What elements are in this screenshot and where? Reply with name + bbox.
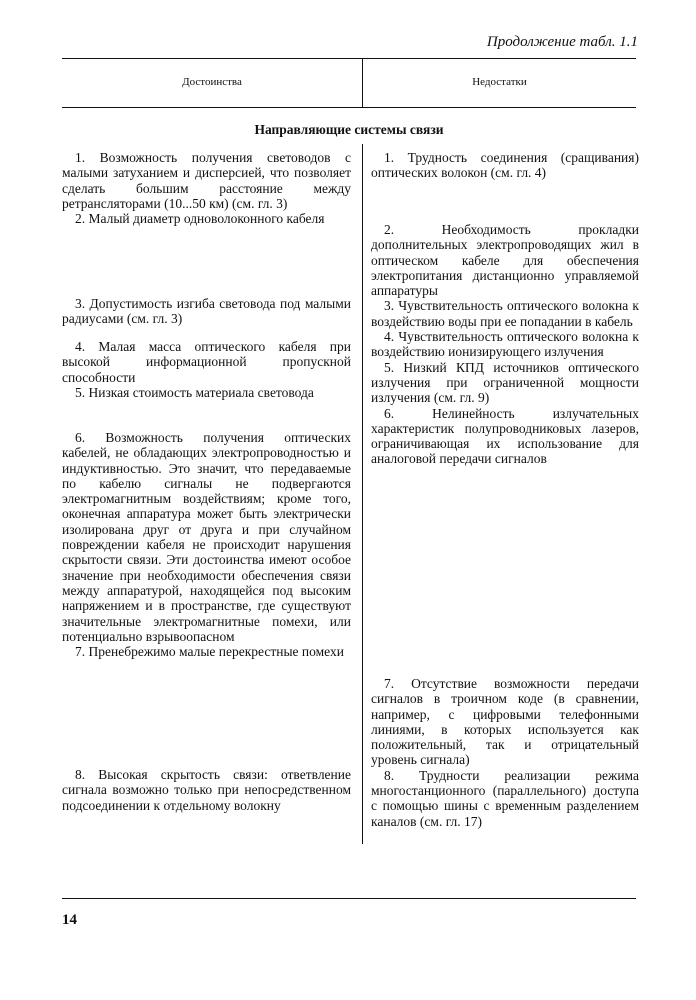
advantage-item: 3. Допустимость изгиба световода под малыми радиусами (см. гл. 3) <box>62 296 351 327</box>
advantage-item: 2. Малый диаметр одноволоконного кабеля <box>75 211 325 227</box>
disadvantage-item: 3. Чувствительность оптического волокна к воздействию воды при ее попадании в кабель <box>371 298 639 329</box>
advantage-cell <box>62 430 351 659</box>
advantage-item: 8. Высокая скрытость связи: ответвление сигнала возможно только при непосредственном подсоединении к отдельному волокну <box>62 767 351 813</box>
advantage-cell <box>62 767 351 813</box>
page-number: 14 <box>62 912 77 928</box>
advantage-item: 7. Пренебрежимо малые перекрестные помехи <box>75 644 344 660</box>
advantage-cell <box>62 150 351 226</box>
section-title: Направляющие системы связи <box>254 122 444 137</box>
advantage-item: 5. Низкая стоимость материала световода <box>75 384 314 400</box>
header-bottom-rule <box>62 107 636 108</box>
disadvantage-item: 8. Трудности реализации режима многостанционного (параллельного) доступа с помощью шины с временным разделением каналов (см. гл. 17) <box>371 767 639 829</box>
disadvantage-cell <box>371 222 639 467</box>
disadvantage-item: 6. Нелинейность излучательных характеристик полупроводниковых лазеров, ограничивающая их использование для аналоговой передачи сигналов <box>371 405 639 467</box>
advantage-item: 6. Возможность получения оптических кабелей, не обладающих электропроводностью и индуктивностью. Это значит, что передаваемые по кабелю сигналы не подвергаются электромагнитным воздействиям; кроме того, оконечная аппаратура может быть электрически изолирована друг от друга и при случайном повреждении кабеля не происходит нарушения скрытости связи. Эти достоинства имеют особое значение при необходимости обеспечения связи между аппаратурой, находящейся под высоким напряжением и в пространстве, где существуют значительные электромагнитные помехи, или потенциально взрывоопасном <box>62 430 351 644</box>
disadvantage-cell <box>371 676 639 829</box>
disadvantage-item: 4. Чувствительность оптического волокна к воздействию ионизирующего излучения <box>371 329 639 360</box>
body-column-divider <box>362 144 363 844</box>
table-continuation-caption: Продолжение табл. 1.1 <box>486 34 638 50</box>
header-advantages: Достоинства <box>182 76 242 88</box>
disadvantage-item: 2. Необходимость прокладки дополнительных электропроводящих жил в оптическом кабеле для обеспечения электропитания дистанционно управляемой аппаратуры <box>371 222 639 299</box>
advantage-cell <box>62 339 351 400</box>
disadvantage-cell <box>371 150 639 181</box>
advantage-item: 4. Малая масса оптического кабеля при высокой информационной пропускной способности <box>62 339 351 385</box>
disadvantage-item: 7. Отсутствие возможности передачи сигналов в троичном коде (в сравнении, например, с цифровыми телефонными линиями, в которых используется как положительный, так и отрицательный уровень сигнала) <box>371 676 639 768</box>
advantage-item: 1. Возможность получения световодов с малыми затуханием и дисперсией, что позволяет сделать большим расстояние между ретрансляторами (10...50 км) (см. гл. 3) <box>62 150 351 211</box>
page-bottom-rule <box>62 898 636 899</box>
table-top-rule <box>62 58 636 59</box>
header-disadvantages: Недостатки <box>472 76 527 88</box>
advantage-cell <box>62 296 351 327</box>
disadvantage-item: 5. Низкий КПД источников оптического излучения при ограниченной мощности излучения (см. гл. 9) <box>371 359 639 406</box>
disadvantage-item: 1. Трудность соединения (сращивания) оптических волокон (см. гл. 4) <box>371 150 639 181</box>
